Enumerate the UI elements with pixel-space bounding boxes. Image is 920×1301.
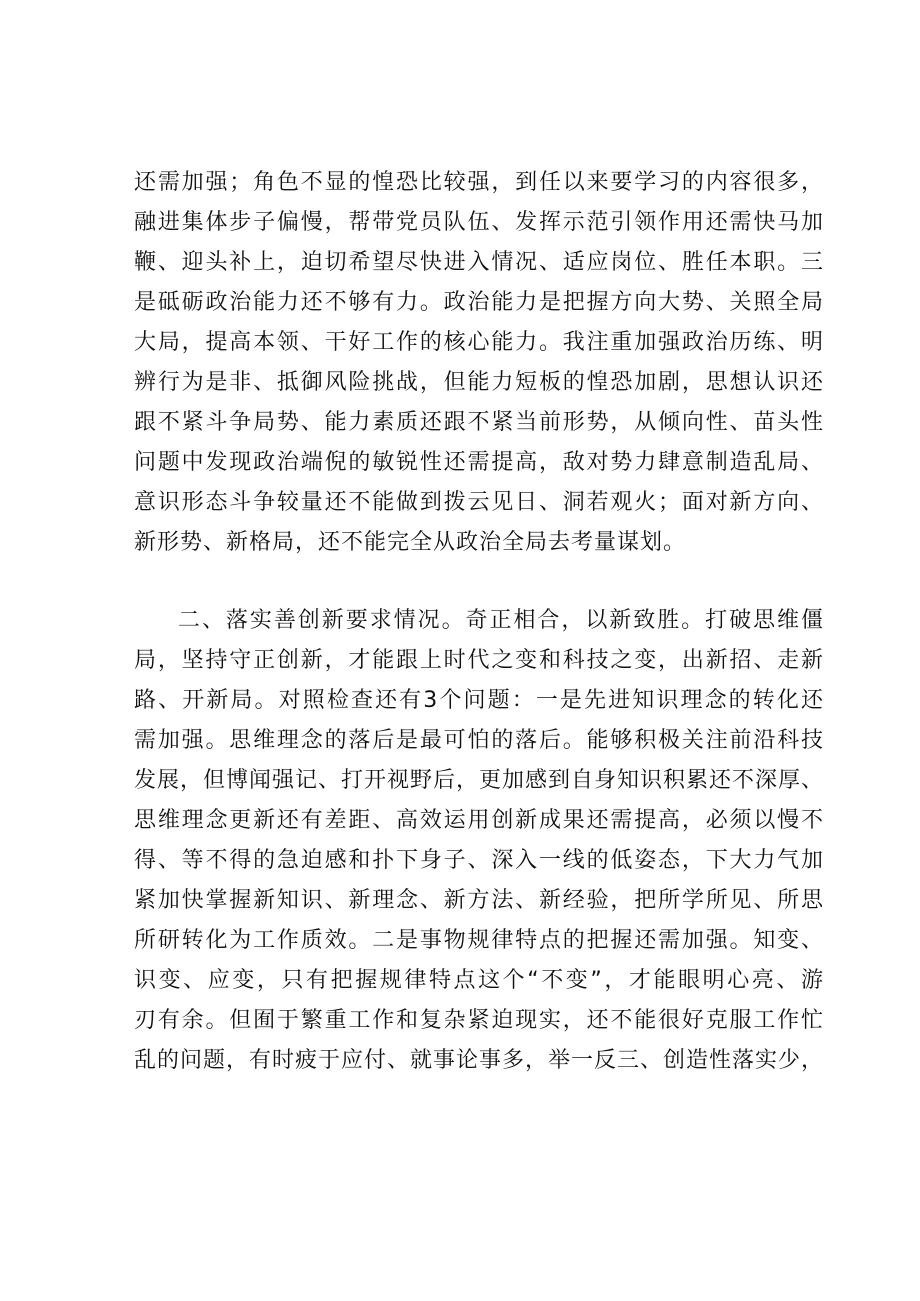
paragraph-line: 思维理念更新还有差距、高效运用创新成果还需提高，必须以慢不 <box>134 808 824 833</box>
paragraph-line: 路、开新局。对照检查还有3个问题：一是先进知识理念的转化还 <box>134 688 824 713</box>
paragraph-line: 跟不紧斗争局势、能力素质还跟不紧当前形势，从倾向性、苗头性 <box>134 410 824 435</box>
paragraph-line: 乱的问题，有时疲于应付、就事论事多，举一反三、创造性落实少， <box>134 1048 825 1073</box>
paragraph-line: 大局，提高本领、干好工作的核心能力。我注重加强政治历练、明 <box>134 330 824 355</box>
paragraph-line: 需加强。思维理念的落后是最可怕的落后。能够积极关注前沿科技 <box>134 728 824 753</box>
paragraph-2 <box>134 601 824 1081</box>
paragraph-line: 识变、应变，只有把握规律特点这个“不变”，才能眼明心亮、游 <box>134 968 824 993</box>
paragraph-line: 辨行为是非、抵御风险挑战，但能力短板的惶恐加剧，思想认识还 <box>134 370 824 395</box>
paragraph-line: 还需加强；角色不显的惶恐比较强，到任以来要学习的内容很多， <box>134 170 824 195</box>
paragraph-line: 意识形态斗争较量还不能做到拨云见日、洞若观火；面对新方向、 <box>134 490 824 515</box>
paragraph-line: 局，坚持守正创新，才能跟上时代之变和科技之变，出新招、走新 <box>134 648 824 673</box>
paragraph-line: 问题中发现政治端倪的敏锐性还需提高，敌对势力肆意制造乱局、 <box>134 450 824 475</box>
paragraph-line: 二、落实善创新要求情况。奇正相合，以新致胜。打破思维僵 <box>178 608 824 633</box>
paragraph-line: 新形势、新格局，还不能完全从政治全局去考量谋划。 <box>134 530 687 555</box>
paragraph-line: 紧加快掌握新知识、新理念、新方法、新经验，把所学所见、所思 <box>134 888 824 913</box>
paragraph-line: 刃有余。但囿于繁重工作和复杂紧迫现实，还不能很好克服工作忙 <box>134 1008 824 1033</box>
paragraph-line: 鞭、迎头补上，迫切希望尽快进入情况、适应岗位、胜任本职。三 <box>134 250 824 275</box>
paragraph-line: 是砥砺政治能力还不够有力。政治能力是把握方向大势、关照全局 <box>134 290 824 315</box>
paragraph-line: 融进集体步子偏慢，帮带党员队伍、发挥示范引领作用还需快马加 <box>134 210 824 235</box>
paragraph-line: 得、等不得的急迫感和扑下身子、深入一线的低姿态，下大力气加 <box>134 848 824 873</box>
paragraph-line: 所研转化为工作质效。二是事物规律特点的把握还需加强。知变、 <box>134 928 824 953</box>
paragraph-line: 发展，但博闻强记、打开视野后，更加感到自身知识积累还不深厚、 <box>134 768 825 793</box>
paragraph-1 <box>134 163 824 563</box>
